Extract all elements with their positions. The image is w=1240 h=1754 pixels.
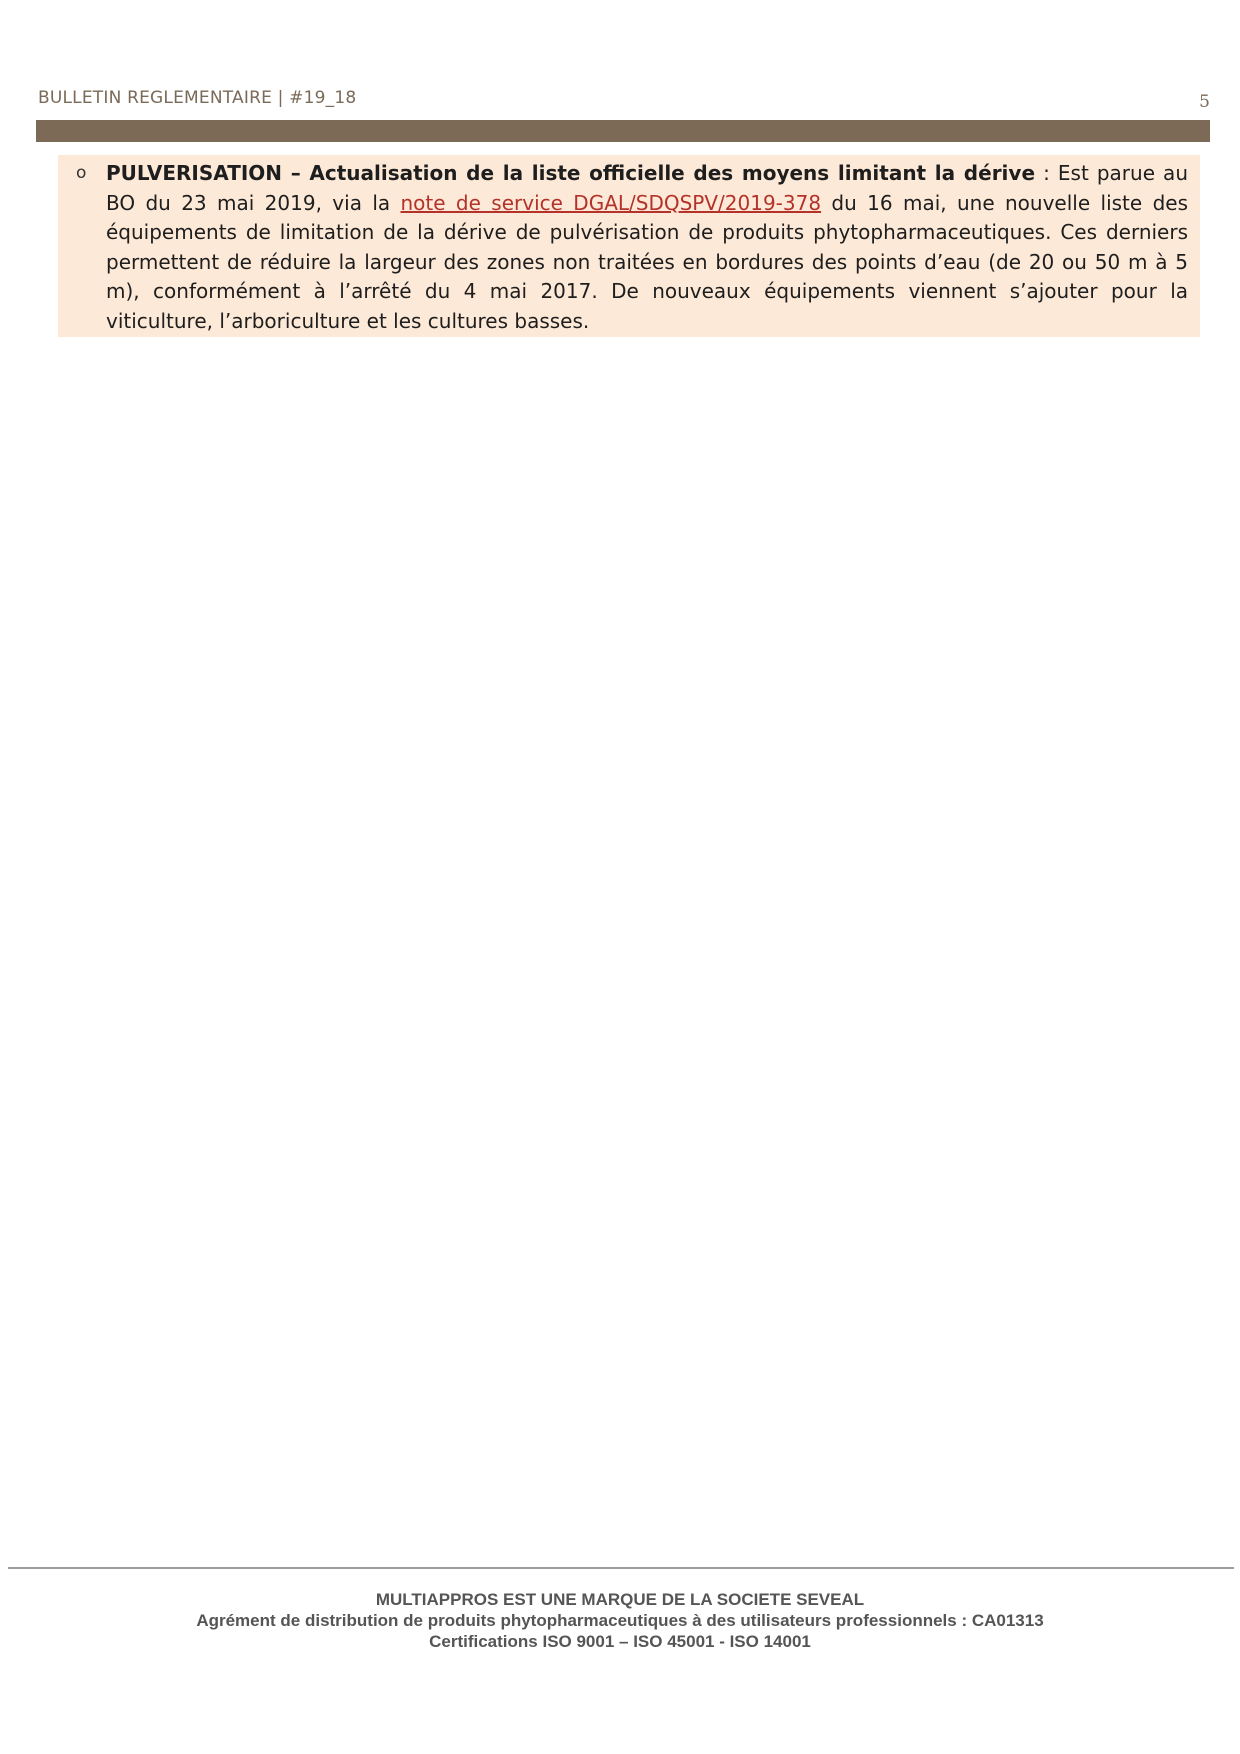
header-bar bbox=[36, 120, 1210, 142]
page-footer bbox=[0, 1589, 1240, 1652]
bulletin-title: BULLETIN REGLEMENTAIRE | #19_18 bbox=[38, 88, 357, 108]
note-de-service-link[interactable]: note de service DGAL/SDQSPV/2019-378 bbox=[400, 190, 822, 215]
page-header bbox=[38, 88, 1210, 112]
item-text-after-link: du 16 mai, une nouvelle liste des équipements de limitation de la dérive de pulvérisation de produits phytopharmaceutiques. Ces derniers permettent de réduire la largeur des zones non traitées en bordures des points d’eau (de 20 ou 50 m à 5 m), conformément à l’arrêté du 4 mai 2017. De nouveaux équipements viennent s’ajouter pour la viticulture, l’arboriculture et les cultures basses. bbox=[106, 190, 1188, 333]
footer-divider bbox=[8, 1567, 1234, 1569]
bullet-icon: o bbox=[76, 163, 87, 183]
item-text-before-link: : Est parue au BO du 23 mai 2019, via la bbox=[106, 161, 1188, 215]
footer-certifications-line: Certifications ISO 9001 – ISO 45001 - ISO 14001 bbox=[429, 1632, 811, 1651]
item-title: PULVERISATION – Actualisation de la liste officielle des moyens limitant la dérive bbox=[106, 161, 1036, 185]
footer-brand-line: MULTIAPPROS EST UNE MARQUE DE LA SOCIETE SEVEAL bbox=[375, 1590, 865, 1609]
footer-agreement-line: Agrément de distribution de produits phytopharmaceutiques à des utilisateurs professionnels : CA01313 bbox=[196, 1611, 1044, 1630]
page-number: 5 bbox=[1199, 92, 1210, 112]
bullet-item-paragraph bbox=[106, 159, 1188, 336]
